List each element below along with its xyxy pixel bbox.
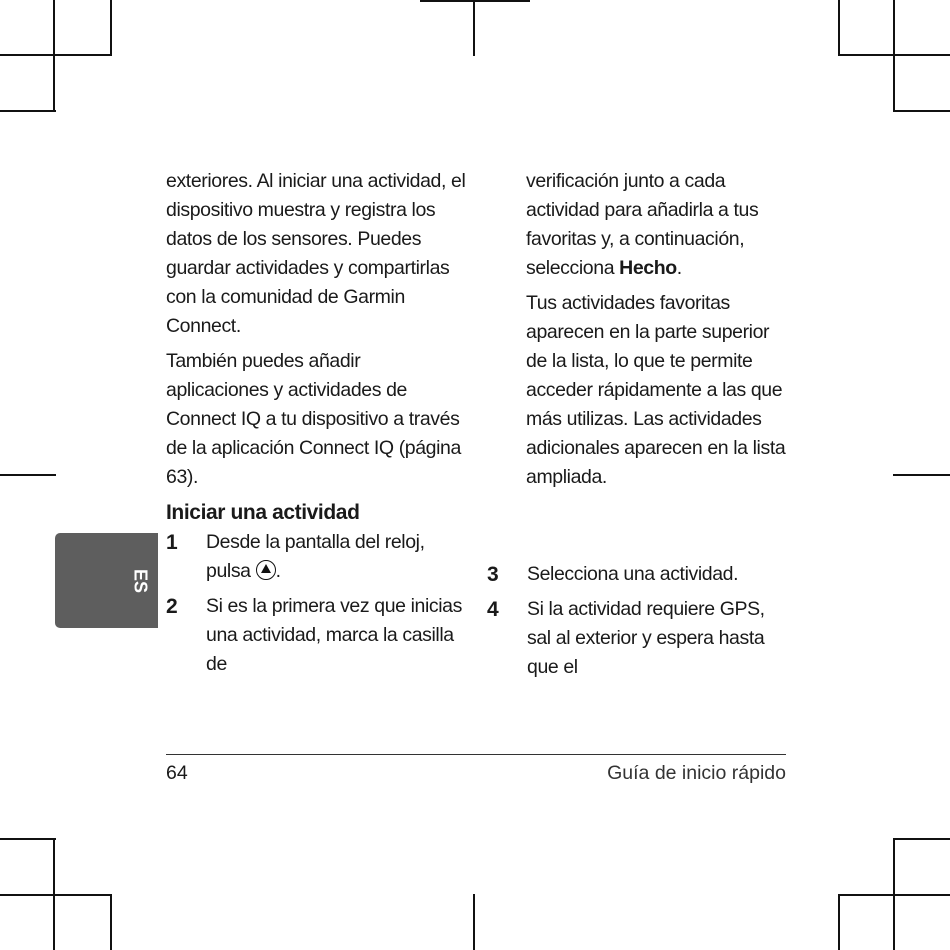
document-title: Guía de inicio rápido: [607, 762, 786, 784]
crop-mark: [893, 110, 950, 112]
step-item: [166, 528, 466, 586]
intro-paragraph: exteriores. Al iniciar una actividad, el dispositivo muestra y registra los datos de los sensores. Puedes guardar actividades y compartirlas con la comunidad de Garmin Connect.: [166, 170, 466, 337]
crop-mark: [420, 0, 530, 2]
left-column: [166, 167, 466, 685]
up-button-icon: [256, 560, 276, 580]
crop-mark: [838, 54, 950, 56]
favorites-paragraph: Tus actividades favoritas aparecen en la parte superior de la lista, lo que te permite acceder rápidamente a las que más utilizas. Las actividades adicionales aparecen en la lista ampliada.: [526, 292, 786, 488]
right-column: [526, 167, 788, 498]
step-item: [487, 560, 787, 589]
crop-mark: [110, 894, 112, 950]
section-heading: Iniciar una actividad: [166, 501, 360, 524]
step-number: 3: [487, 563, 499, 586]
crop-mark: [0, 894, 112, 896]
page-number: 64: [166, 762, 188, 784]
step-text: Si la actividad requiere GPS, sal al exterior y espera hasta que el: [527, 598, 765, 678]
crop-mark: [893, 838, 950, 840]
crop-mark: [838, 894, 950, 896]
crop-mark: [893, 0, 895, 112]
footer-divider: [166, 754, 786, 755]
step-text: Si es la primera vez que inicias una actividad, marca la casilla de: [206, 595, 462, 675]
crop-mark: [110, 0, 112, 56]
crop-mark: [838, 0, 840, 56]
step-number: 2: [166, 595, 178, 618]
connect-iq-paragraph: También puedes añadir aplicaciones y actividades de Connect IQ a tu dispositivo a través de la aplicación Connect IQ (página 63).: [166, 350, 461, 488]
crop-mark: [0, 838, 56, 840]
step-number: 4: [487, 598, 499, 621]
done-label: Hecho: [619, 257, 677, 279]
language-tab: [55, 533, 158, 628]
crop-mark: [893, 474, 950, 476]
crop-mark: [0, 110, 56, 112]
crop-mark: [838, 894, 840, 950]
crop-mark: [0, 474, 56, 476]
language-tab-label: ES: [130, 568, 151, 593]
continued-end: .: [676, 257, 682, 279]
crop-mark: [473, 894, 475, 950]
step-item: [166, 592, 466, 679]
step-text-end: .: [275, 560, 281, 582]
continued-text: verificación junto a cada actividad para añadirla a tus favoritas y, a continuación, selecciona: [526, 170, 759, 279]
step-item: [487, 595, 787, 682]
crop-mark: [473, 0, 475, 56]
crop-mark: [53, 0, 55, 112]
step-text: Desde la pantalla del reloj, pulsa: [206, 531, 425, 582]
continued-paragraph: [526, 167, 788, 283]
step-text: Selecciona una actividad.: [527, 563, 739, 585]
crop-mark: [0, 54, 112, 56]
right-steps: [487, 560, 787, 688]
step-number: 1: [166, 531, 178, 554]
